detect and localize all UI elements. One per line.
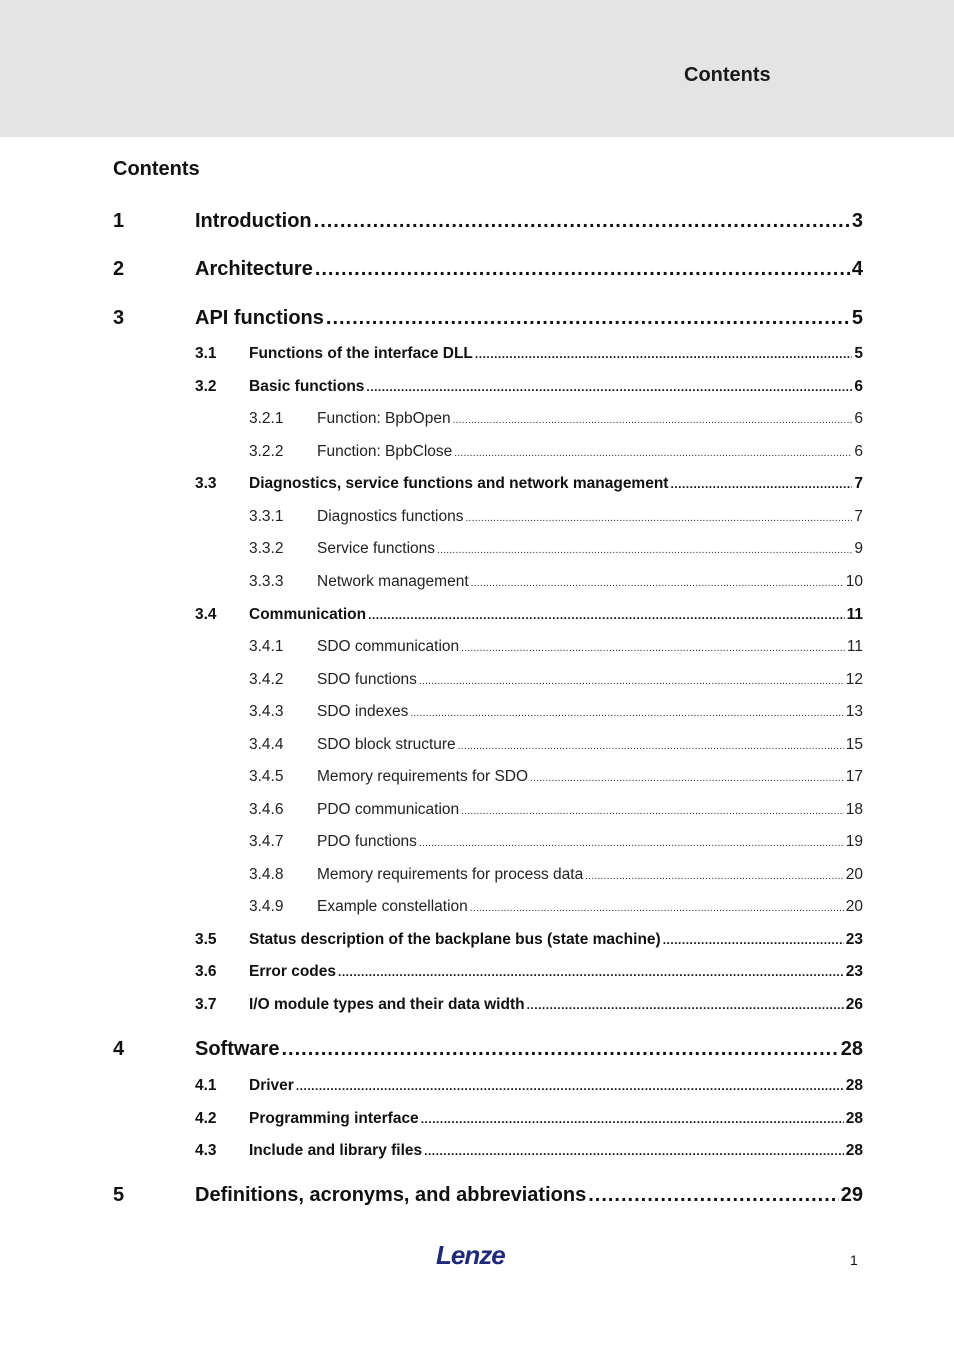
toc-entry-page: 28	[845, 1110, 863, 1127]
toc-entry[interactable]	[0, 540, 954, 562]
toc-entry-number: 3.4	[195, 606, 217, 623]
toc-entry-number: 3.4.2	[249, 671, 284, 688]
toc-entry-number: 4	[113, 1038, 125, 1060]
toc-entry-title: Status description of the backplane bus (state machine)	[249, 931, 661, 948]
dot-leader	[314, 210, 850, 233]
dot-leader	[366, 380, 852, 394]
toc-entry-page: 5	[854, 345, 863, 362]
dot-leader	[461, 643, 845, 654]
dot-leader	[585, 871, 844, 882]
toc-entry-title: Service functions	[317, 540, 436, 557]
toc-entry-number: 3.4.1	[249, 638, 284, 655]
dot-leader	[338, 965, 844, 979]
dot-leader	[421, 1112, 844, 1126]
toc-entry-page: 23	[845, 963, 863, 980]
toc-entry-page: 19	[845, 833, 863, 850]
toc-entry[interactable]	[0, 258, 954, 286]
dot-leader	[281, 1038, 838, 1061]
toc-entry-title: Network management	[317, 573, 469, 590]
dot-leader	[368, 608, 844, 622]
page-title: Contents	[113, 158, 200, 180]
toc-entry-page: 20	[845, 866, 863, 883]
toc-entry-number: 3.4.4	[249, 736, 284, 753]
toc-entry[interactable]	[0, 833, 954, 855]
toc-entry-title: Driver	[249, 1077, 294, 1094]
toc-entry-title: Function: BpbOpen	[317, 410, 451, 427]
toc-entry-page: 4	[851, 258, 863, 280]
dot-leader	[315, 258, 850, 281]
toc-entry-page: 12	[845, 671, 863, 688]
toc-entry-number: 3.4.5	[249, 768, 284, 785]
toc-entry-number: 4.1	[195, 1077, 217, 1094]
toc-entry-page: 28	[845, 1142, 863, 1159]
dot-leader	[530, 773, 844, 784]
toc-entry-title: Communication	[249, 606, 367, 623]
toc-entry-title: Functions of the interface DLL	[249, 345, 473, 362]
toc-entry-page: 6	[854, 378, 863, 395]
toc-entry-title: I/O module types and their data width	[249, 996, 525, 1013]
toc-entry-number: 3.2.1	[249, 410, 284, 427]
toc-entry-number: 3.4.7	[249, 833, 284, 850]
toc-entry[interactable]	[0, 671, 954, 693]
dot-leader	[663, 933, 844, 947]
toc-entry[interactable]	[0, 410, 954, 432]
toc-entry[interactable]	[0, 638, 954, 660]
toc-entry-number: 3.3.2	[249, 540, 284, 557]
toc-entry-title: Error codes	[249, 963, 337, 980]
toc-entry-number: 3.4.8	[249, 866, 284, 883]
toc-entry[interactable]	[0, 801, 954, 823]
dot-leader	[470, 903, 844, 914]
toc-entry-number: 3.5	[195, 931, 217, 948]
toc-entry[interactable]	[0, 703, 954, 725]
toc-entry[interactable]	[0, 1184, 954, 1212]
toc-entry-title: Programming interface	[249, 1110, 419, 1127]
dot-leader	[453, 415, 853, 426]
toc-entry-number: 3.4.9	[249, 898, 284, 915]
toc-entry-title: Software	[195, 1038, 280, 1060]
dot-leader	[437, 545, 852, 556]
header-band	[0, 0, 954, 137]
toc-entry[interactable]	[0, 475, 954, 497]
toc-entry[interactable]	[0, 210, 954, 238]
lenze-logo: Lenze	[436, 1240, 505, 1270]
toc-entry-title: Introduction	[195, 210, 312, 232]
toc-entry[interactable]	[0, 443, 954, 465]
toc-entry[interactable]	[0, 508, 954, 530]
toc-entry-page: 9	[854, 540, 863, 557]
toc-entry-title: PDO communication	[317, 801, 460, 818]
toc-entry-page: 7	[854, 508, 863, 525]
toc-entry-page: 18	[845, 801, 863, 818]
toc-entry-page: 20	[845, 898, 863, 915]
toc-entry-page: 28	[845, 1077, 863, 1094]
toc-entry[interactable]	[0, 606, 954, 628]
toc-entry-page: 28	[840, 1038, 863, 1060]
dot-leader	[588, 1184, 839, 1207]
toc-entry-number: 3.1	[195, 345, 217, 362]
toc-entry[interactable]	[0, 1142, 954, 1164]
toc-entry-page: 29	[840, 1184, 863, 1206]
dot-leader	[326, 307, 850, 330]
dot-leader	[670, 477, 852, 491]
toc-entry-title: Memory requirements for process data	[317, 866, 584, 883]
toc-entry-number: 1	[113, 210, 125, 232]
toc-entry-title: Diagnostics functions	[317, 508, 464, 525]
toc-entry-page: 5	[851, 307, 863, 329]
toc-entry-title: SDO indexes	[317, 703, 409, 720]
toc-entry-title: Diagnostics, service functions and network management	[249, 475, 669, 492]
toc-entry-title: Architecture	[195, 258, 313, 280]
toc-entry[interactable]	[0, 768, 954, 790]
toc-entry-page: 11	[846, 606, 863, 623]
dot-leader	[461, 806, 844, 817]
toc-entry-page: 6	[854, 443, 863, 460]
toc-entry[interactable]	[0, 736, 954, 758]
toc-entry-number: 3.3	[195, 475, 217, 492]
toc-entry-title: Example constellation	[317, 898, 468, 915]
toc-entry-page: 3	[851, 210, 863, 232]
toc-entry-number: 3.6	[195, 963, 217, 980]
toc-entry-page: 15	[845, 736, 863, 753]
toc-entry-title: PDO functions	[317, 833, 417, 850]
toc-entry-number: 3.2	[195, 378, 217, 395]
toc-entry-page: 13	[845, 703, 863, 720]
dot-leader	[465, 513, 852, 524]
dot-leader	[458, 741, 844, 752]
dot-leader	[296, 1079, 844, 1093]
dot-leader	[424, 1144, 844, 1158]
toc-entry-title: Function: BpbClose	[317, 443, 453, 460]
dot-leader	[419, 676, 844, 687]
header-title: Contents	[684, 64, 771, 86]
toc-entry[interactable]	[0, 1077, 954, 1099]
toc-entry[interactable]	[0, 931, 954, 953]
toc-entry-number: 4.3	[195, 1142, 217, 1159]
toc-entry[interactable]	[0, 898, 954, 920]
toc-entry-title: Basic functions	[249, 378, 365, 395]
toc-entry-number: 3.4.3	[249, 703, 284, 720]
toc-entry[interactable]	[0, 866, 954, 888]
toc-entry-title: SDO functions	[317, 671, 417, 688]
toc-entry-page: 23	[845, 931, 863, 948]
toc-entry[interactable]	[0, 963, 954, 985]
toc-entry-title: SDO communication	[317, 638, 460, 655]
toc-entry-number: 5	[113, 1184, 125, 1206]
dot-leader	[475, 347, 852, 361]
toc-entry-title: API functions	[195, 307, 324, 329]
toc-entry-title: Definitions, acronyms, and abbreviations	[195, 1184, 587, 1206]
toc-entry-number: 2	[113, 258, 125, 280]
dot-leader	[419, 838, 844, 849]
toc-entry-number: 3	[113, 307, 125, 329]
toc-entry-title: Memory requirements for SDO	[317, 768, 529, 785]
dot-leader	[471, 578, 844, 589]
toc-entry[interactable]	[0, 378, 954, 400]
toc-entry-page: 17	[845, 768, 863, 785]
toc-entry-page: 7	[854, 475, 863, 492]
toc-entry[interactable]	[0, 1038, 954, 1066]
toc-entry-page: 11	[846, 638, 863, 655]
toc-entry[interactable]	[0, 573, 954, 595]
toc-entry-page: 26	[845, 996, 863, 1013]
dot-leader	[410, 708, 843, 719]
toc-entry[interactable]	[0, 1110, 954, 1132]
toc-entry-number: 3.4.6	[249, 801, 284, 818]
toc-entry-title: SDO block structure	[317, 736, 456, 753]
toc-entry[interactable]	[0, 996, 954, 1018]
toc-entry[interactable]	[0, 307, 954, 335]
toc-entry-number: 3.2.2	[249, 443, 284, 460]
dot-leader	[454, 448, 852, 459]
toc-entry[interactable]	[0, 345, 954, 367]
dot-leader	[527, 998, 844, 1012]
toc-entry-page: 6	[854, 410, 863, 427]
toc-entry-page: 10	[845, 573, 863, 590]
toc-entry-number: 3.3.1	[249, 508, 284, 525]
toc-entry-number: 3.3.3	[249, 573, 284, 590]
page-number: 1	[850, 1252, 858, 1268]
toc-entry-title: Include and library files	[249, 1142, 423, 1159]
toc-entry-number: 4.2	[195, 1110, 217, 1127]
toc-entry-number: 3.7	[195, 996, 217, 1013]
